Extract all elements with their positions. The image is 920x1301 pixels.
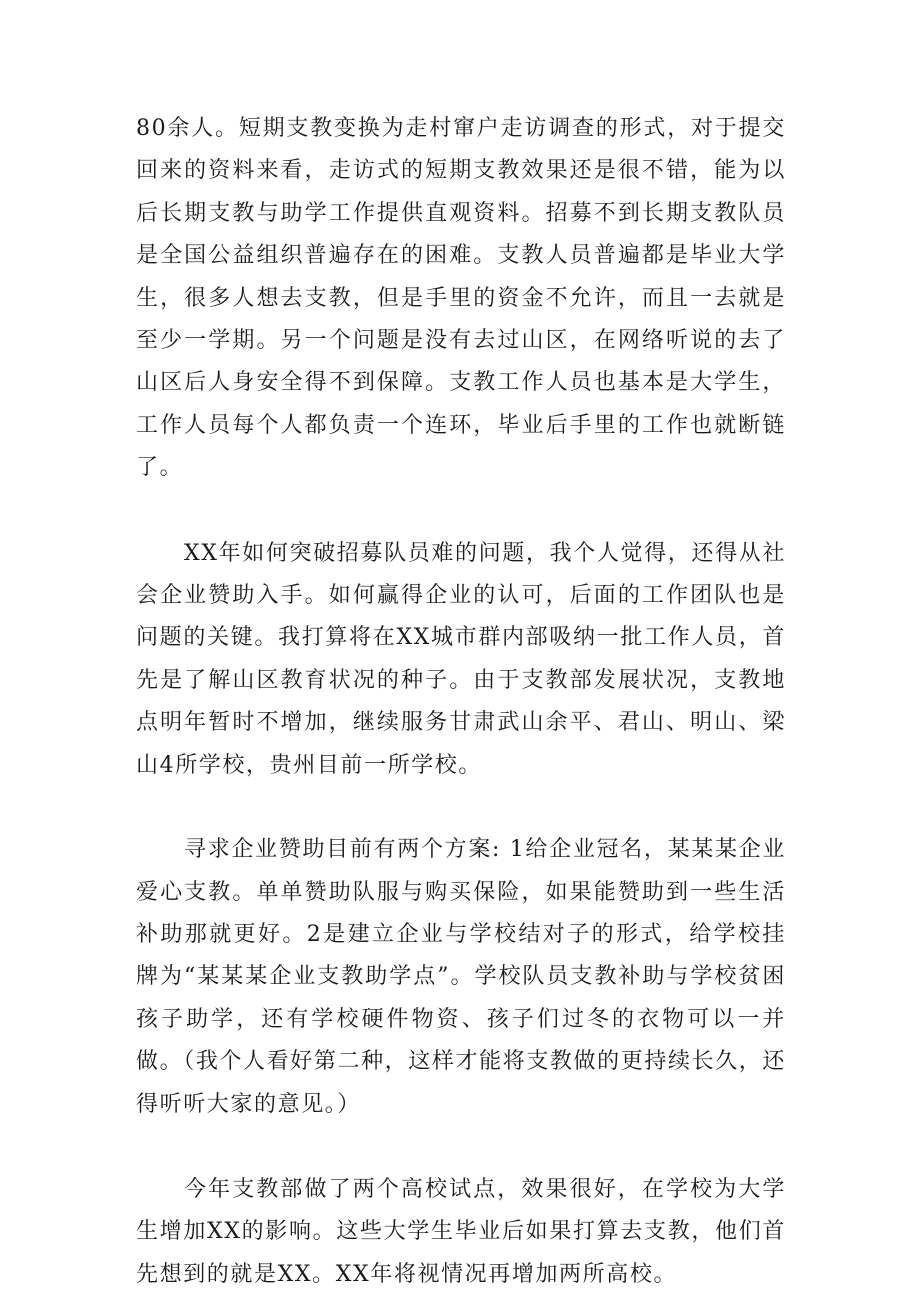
document-body xyxy=(136,108,786,1296)
paragraph-1: 80余人。短期支教变换为走村窜户走访调查的形式，对于提交回来的资料来看，走访式的短期支教效果还是很不错，能为以后长期支教与助学工作提供直观资料。招募不到长期支教队员是全国公益组织普遍存在的困难。支教人员普遍都是毕业大学生，很多人想去支教，但是手里的资金不允许，而且一去就是至少一学期。另一个问题是没有去过山区，在网络听说的去了山区后人身安全得不到保障。支教工作人员也基本是大学生，工作人员每个人都负责一个连环，毕业后手里的工作也就断链了。 xyxy=(136,116,786,481)
paragraph-2: XX年如何突破招募队员难的问题，我个人觉得，还得从社会企业赞助入手。如何赢得企业的认可，后面的工作团队也是问题的关键。我打算将在XX城市群内部吸纳一批工作人员，首先是了解山区教育状况的种子。由于支教部发展状况，支教地点明年暂时不增加，继续服务甘肃武山余平、君山、明山、梁山4所学校，贵州目前一所学校。 xyxy=(136,540,786,778)
paragraph-4: 今年支教部做了两个高校试点，效果很好，在学校为大学生增加XX的影响。这些大学生毕业后如果打算去支教，他们首先想到的就是XX。XX年将视情况再增加两所高校。 xyxy=(136,1176,786,1287)
paragraph-3: 寻求企业赞助目前有两个方案: 1给企业冠名，某某某企业爱心支教。单单赞助队服与购买保险，如果能赞助到一些生活补助那就更好。2是建立企业与学校结对子的形式，给学校挂牌为“某某某企业支教助学点”。学校队员支教补助与学校贫困孩子助学，还有学校硬件物资、孩子们过冬的衣物可以一并做。（我个人看好第二种，这样才能将支教做的更持续长久，还得听听大家的意见。） xyxy=(136,837,786,1117)
